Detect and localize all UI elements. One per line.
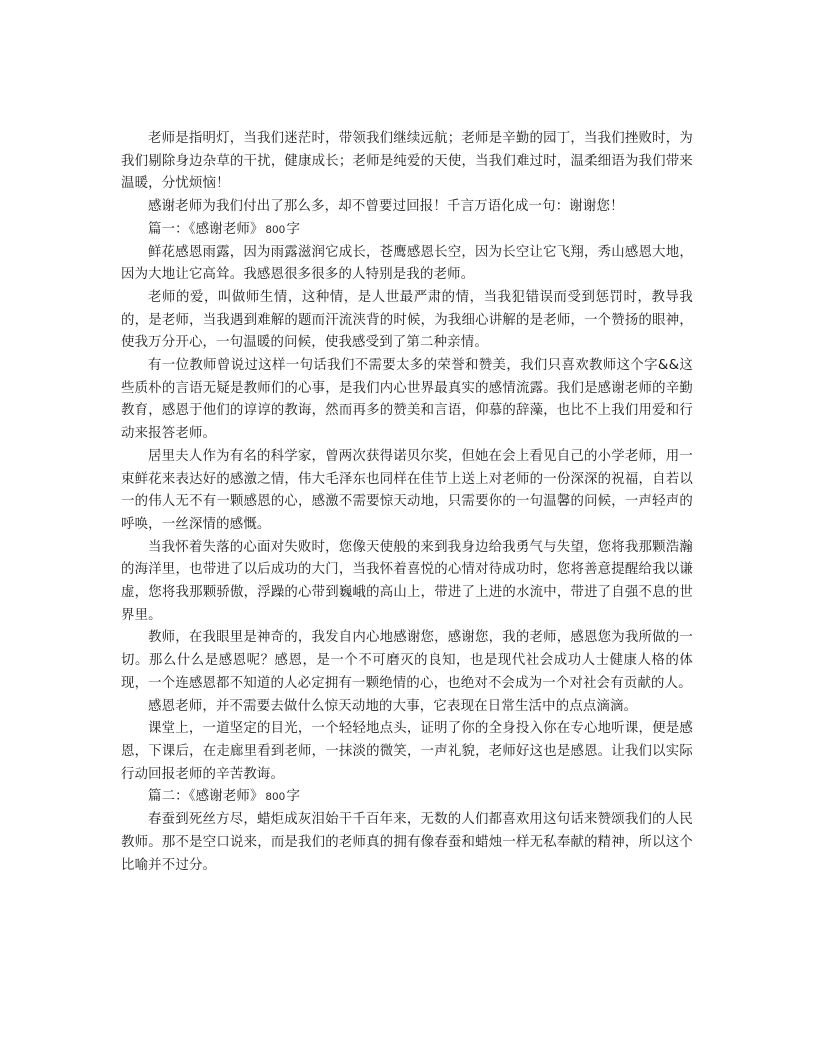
section-1-title-suffix: 字 [286, 221, 301, 237]
section-1-paragraph-7: 感恩老师，并不需要去做什么惊天动地的大事，它表现在日常生活中的点点滴滴。 [148, 698, 638, 714]
section-1-paragraph-6: 教师，在我眼里是神奇的，我发自内心地感谢您，感谢您，我的老师，感恩您为我所做的一切。那么什么是感恩呢？感恩，是一个不可磨灭的良知，也是现代社会成功人士健康人格的体现，一个连感恩都不知道的人必定拥有一颗绝情的心，也绝对不会成为一个对社会有贡献的人。 [121, 630, 693, 691]
section-1-title [121, 219, 693, 242]
section-1-paragraph-1: 鲜花感恩雨露，因为雨露滋润它成长，苍鹰感恩长空，因为长空让它飞翔，秀山感恩大地，因为大地让它高耸。我感恩很多很多的人特别是我的老师。 [121, 244, 693, 283]
section-1-paragraph-5: 当我怀着失落的心面对失败时，您像天使般的来到我身边给我勇气与失望，您将我那颗浩瀚的海洋里，也带进了以后成功的大门，当我怀着喜悦的心情对待成功时，您将善意提醒给我以谦虚，您将我那颗骄傲，浮躁的心带到巍峨的高山上，带进了上进的水流中，带进了自强不息的世界里。 [121, 539, 693, 623]
section-1-paragraph-4: 居里夫人作为有名的科学家，曾两次获得诺贝尔奖，但她在会上看见自己的小学老师，用一束鲜花来表达好的感激之情，伟大毛泽东也同样在佳节上送上对老师的一份深深的祝福，自若以一的伟人无不有一颗感恩的心，感激不需要惊天动地，只需要你的一句温馨的问候，一声轻声的呼唤，一丝深情的感慨。 [121, 448, 693, 532]
section-2-paragraph-1: 春蚕到死丝方尽，蜡炬成灰泪始干千百年来，无数的人们都喜欢用这句话来赞颂我们的人民教师。那不是空口说来，而是我们的老师真的拥有像春蚕和蜡烛一样无私奉献的精神，所以这个比喻并不过分。 [121, 812, 693, 873]
intro-paragraph-2: 感谢老师为我们付出了那么多，却不曾要过回报！千言万语化成一句：谢谢您！ [148, 199, 624, 215]
section-1-title-prefix: 篇一：《感谢老师》 [148, 221, 264, 237]
section-1-title-number: 800 [265, 223, 286, 236]
section-2-title-prefix: 篇二：《感谢老师》 [148, 789, 264, 805]
intro-paragraph-1: 老师是指明灯，当我们迷茫时，带领我们继续远航；老师是辛勤的园丁，当我们挫败时，为我们剔除身边杂草的干扰，健康成长；老师是纯爱的天使，当我们难过时，温柔细语为我们带来温暖，分忧烦恼！ [121, 131, 693, 192]
section-1-paragraph-8: 课堂上，一道坚定的目光，一个轻轻地点头，证明了你的全身投入你在专心地听课，便是感恩，下课后，在走廊里看到老师，一抹淡的微笑，一声礼貌，老师好这也是感恩。让我们以实际行动回报老师的辛苦教诲。 [121, 721, 693, 782]
section-1-paragraph-2: 老师的爱，叫做师生情，这种情，是人世最严肃的情，当我犯错误而受到惩罚时，教导我的，是老师，当我遇到难解的题而汗流浃背的时候，为我细心讲解的是老师，一个赞扬的眼神，使我万分开心，一句温暖的问候，使我感受到了第二种亲情。 [121, 289, 693, 351]
section-2-title [121, 786, 693, 809]
section-2-title-suffix: 字 [286, 789, 301, 805]
section-2-title-number: 800 [265, 791, 286, 804]
section-1-paragraph-3: 有一位教师曾说过这样一句话我们不需要太多的荣誉和赞美，我们只喜欢教师这个字&&这些质朴的言语无疑是教师们的心事，是我们内心世界最真实的感情流露。我们是感谢老师的辛勤教育，感恩于他们的谆谆的教诲，然而再多的赞美和言语，仰慕的辞藻，也比不上我们用爱和行动来报答老师。 [121, 358, 693, 442]
document-body [121, 128, 693, 877]
